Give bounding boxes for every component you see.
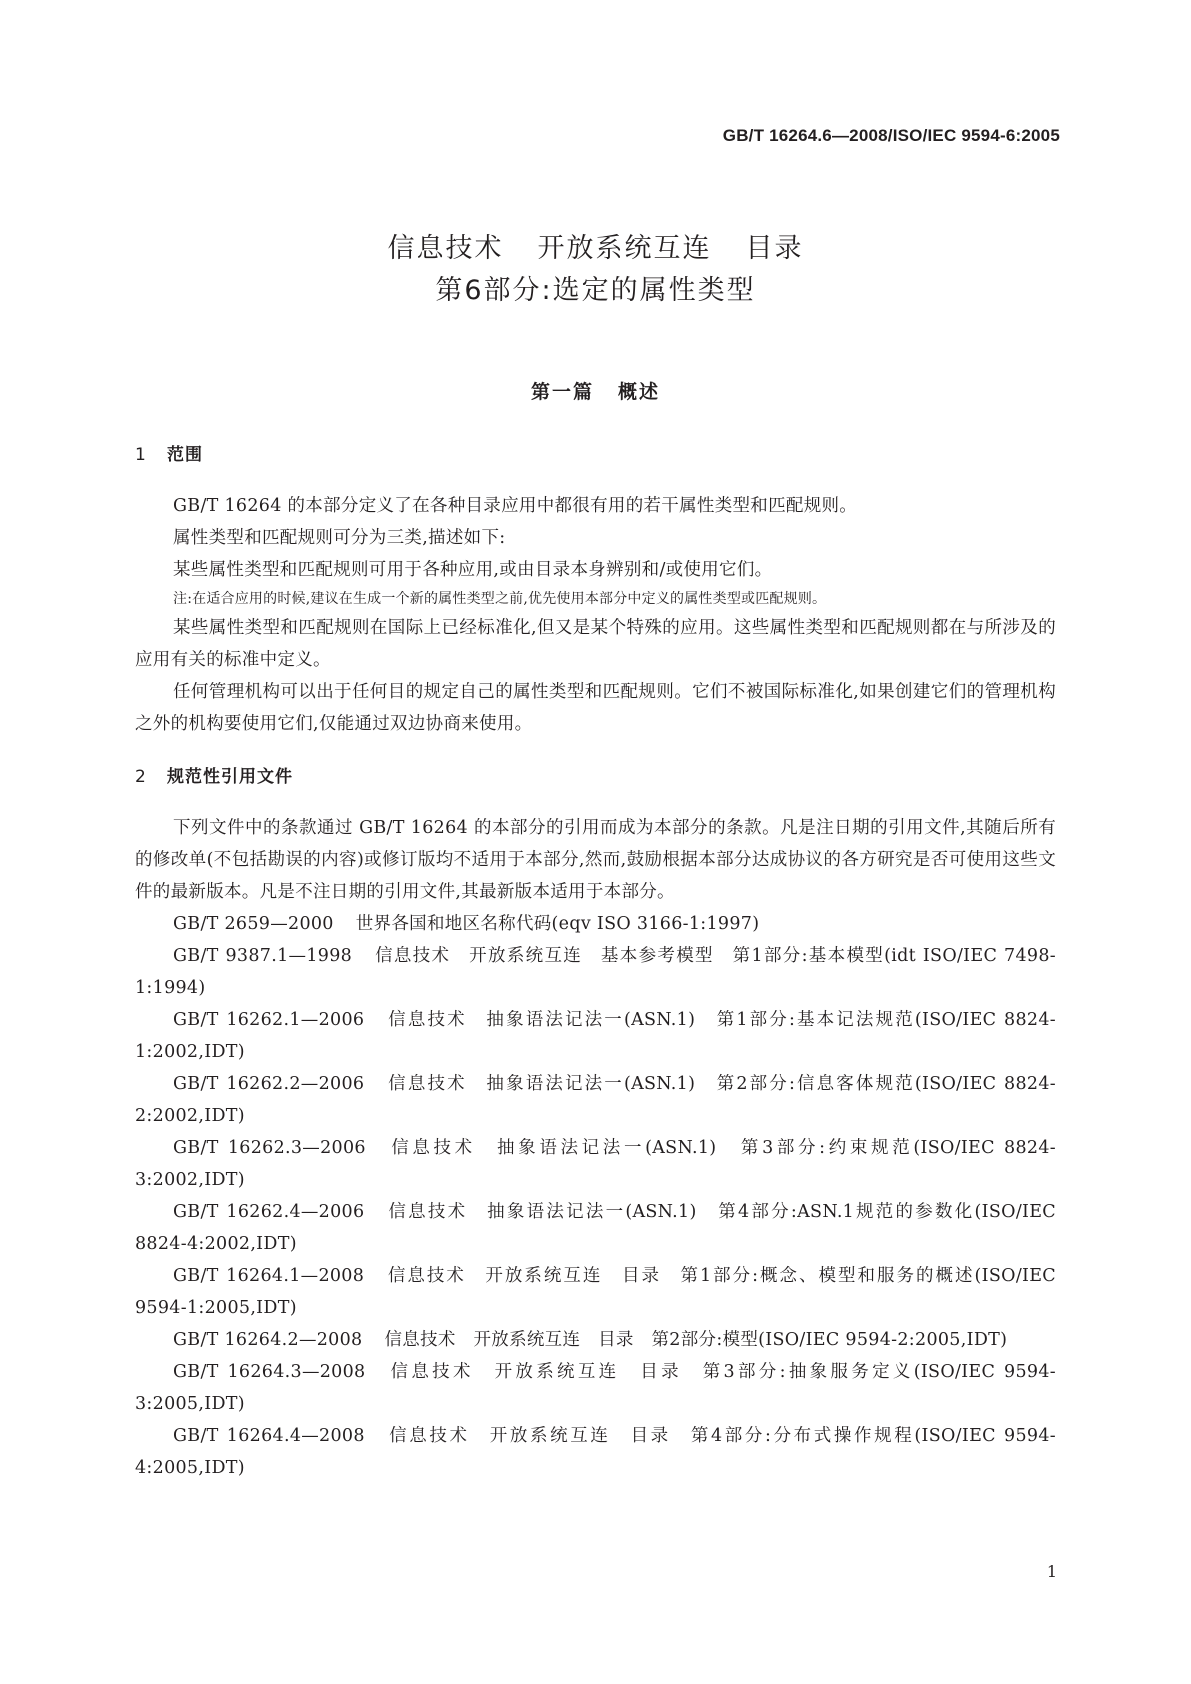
reference-code: GB/T 16262.4—2006 [173, 1202, 365, 1222]
reference-code: GB/T 16262.2—2006 [173, 1074, 365, 1094]
reference-title: 信息技术 开放系统互连 目录 第1部分:概念、模型和服务的概述(ISO/IEC 9594-1:2005,IDT) [135, 1266, 1056, 1318]
section-1-number: 1 [135, 445, 147, 465]
reference-code: GB/T 16264.1—2008 [173, 1266, 365, 1286]
reference-title: 信息技术 开放系统互连 目录 第3部分:抽象服务定义(ISO/IEC 9594-3:2005,IDT) [135, 1362, 1056, 1414]
part-heading-number: 第一篇 [530, 381, 594, 403]
section-2-number: 2 [135, 767, 147, 787]
part-heading [0, 377, 1191, 404]
reference-title: 信息技术 抽象语法记法一(ASN.1) 第2部分:信息客体规范(ISO/IEC 8824-2:2002,IDT) [135, 1074, 1056, 1126]
reference-code: GB/T 16264.4—2008 [173, 1426, 365, 1446]
reference-title: 信息技术 抽象语法记法一(ASN.1) 第3部分:约束规范(ISO/IEC 8824-3:2002,IDT) [135, 1138, 1056, 1190]
reference-title: 信息技术 开放系统互连 目录 第4部分:分布式操作规程(ISO/IEC 9594-4:2005,IDT) [135, 1426, 1056, 1478]
reference-item [135, 908, 1056, 940]
title-segment-1: 信息技术 [387, 233, 504, 264]
document-title [0, 228, 1191, 312]
reference-code: GB/T 16262.3—2006 [173, 1138, 366, 1158]
reference-item [135, 1196, 1056, 1260]
reference-code: GB/T 16264.3—2008 [173, 1362, 366, 1382]
paragraph: 某些属性类型和匹配规则在国际上已经标准化,但又是某个特殊的应用。这些属性类型和匹配规则都在与所涉及的应用有关的标准中定义。 [135, 618, 1056, 670]
standard-number-header: GB/T 16264.6—2008/ISO/IEC 9594-6:2005 [722, 126, 1060, 145]
reference-item [135, 1132, 1056, 1196]
reference-item [135, 1356, 1056, 1420]
reference-title: 信息技术 开放系统互连 基本参考模型 第1部分:基本模型(idt ISO/IEC 7498-1:1994) [135, 946, 1056, 998]
reference-item [135, 1068, 1056, 1132]
part-heading-title: 概述 [618, 381, 661, 403]
section-1-heading [135, 440, 1056, 470]
title-segment-3: 目录 [745, 233, 804, 264]
paragraph: 某些属性类型和匹配规则可用于各种应用,或由目录本身辨别和/或使用它们。 [173, 560, 773, 580]
reference-code: GB/T 16262.1—2006 [173, 1010, 365, 1030]
section-1-body [135, 490, 1056, 740]
paragraph: 属性类型和匹配规则可分为三类,描述如下: [173, 528, 506, 548]
title-line-1 [0, 228, 1191, 270]
reference-title: 信息技术 抽象语法记法一(ASN.1) 第4部分:ASN.1规范的参数化(ISO/IEC 8824-4:2002,IDT) [135, 1202, 1056, 1254]
reference-code: GB/T 2659—2000 [173, 914, 334, 934]
reference-title: 信息技术 抽象语法记法一(ASN.1) 第1部分:基本记法规范(ISO/IEC 8824-1:2002,IDT) [135, 1010, 1056, 1062]
title-line-2: 第6部分:选定的属性类型 [435, 275, 756, 306]
reference-item [135, 940, 1056, 1004]
reference-title: 信息技术 开放系统互连 目录 第2部分:模型(ISO/IEC 9594-2:2005,IDT) [384, 1330, 1008, 1350]
paragraph: GB/T 16264 的本部分定义了在各种目录应用中都很有用的若干属性类型和匹配规则。 [173, 496, 858, 516]
title-segment-2: 开放系统互连 [537, 233, 712, 264]
section-1-title: 范围 [167, 445, 203, 465]
section-2-heading [135, 762, 1056, 792]
section-2-body [135, 812, 1056, 1484]
reference-item [135, 1004, 1056, 1068]
reference-item [135, 1420, 1056, 1484]
page-number: 1 [1046, 1562, 1057, 1581]
reference-code: GB/T 16264.2—2008 [173, 1330, 363, 1350]
paragraph: 任何管理机构可以出于任何目的规定自己的属性类型和匹配规则。它们不被国际标准化,如果创建它们的管理机构之外的机构要使用它们,仅能通过双边协商来使用。 [135, 682, 1056, 734]
section-2-title: 规范性引用文件 [167, 767, 293, 787]
reference-code: GB/T 9387.1—1998 [173, 946, 353, 966]
reference-item [135, 1324, 1056, 1356]
reference-item [135, 1260, 1056, 1324]
reference-title: 世界各国和地区名称代码(eqv ISO 3166-1:1997) [355, 914, 760, 934]
main-content [135, 440, 1056, 1484]
paragraph: 下列文件中的条款通过 GB/T 16264 的本部分的引用而成为本部分的条款。凡是注日期的引用文件,其随后所有的修改单(不包括勘误的内容)或修订版均不适用于本部分,然而,鼓励根据本部分达成协议的各方研究是否可使用这些文件的最新版本。凡是不注日期的引用文件,其最新版本适用于本部分。 [135, 818, 1056, 902]
note: 注:在适合应用的时候,建议在生成一个新的属性类型之前,优先使用本部分中定义的属性类型或匹配规则。 [173, 591, 827, 607]
